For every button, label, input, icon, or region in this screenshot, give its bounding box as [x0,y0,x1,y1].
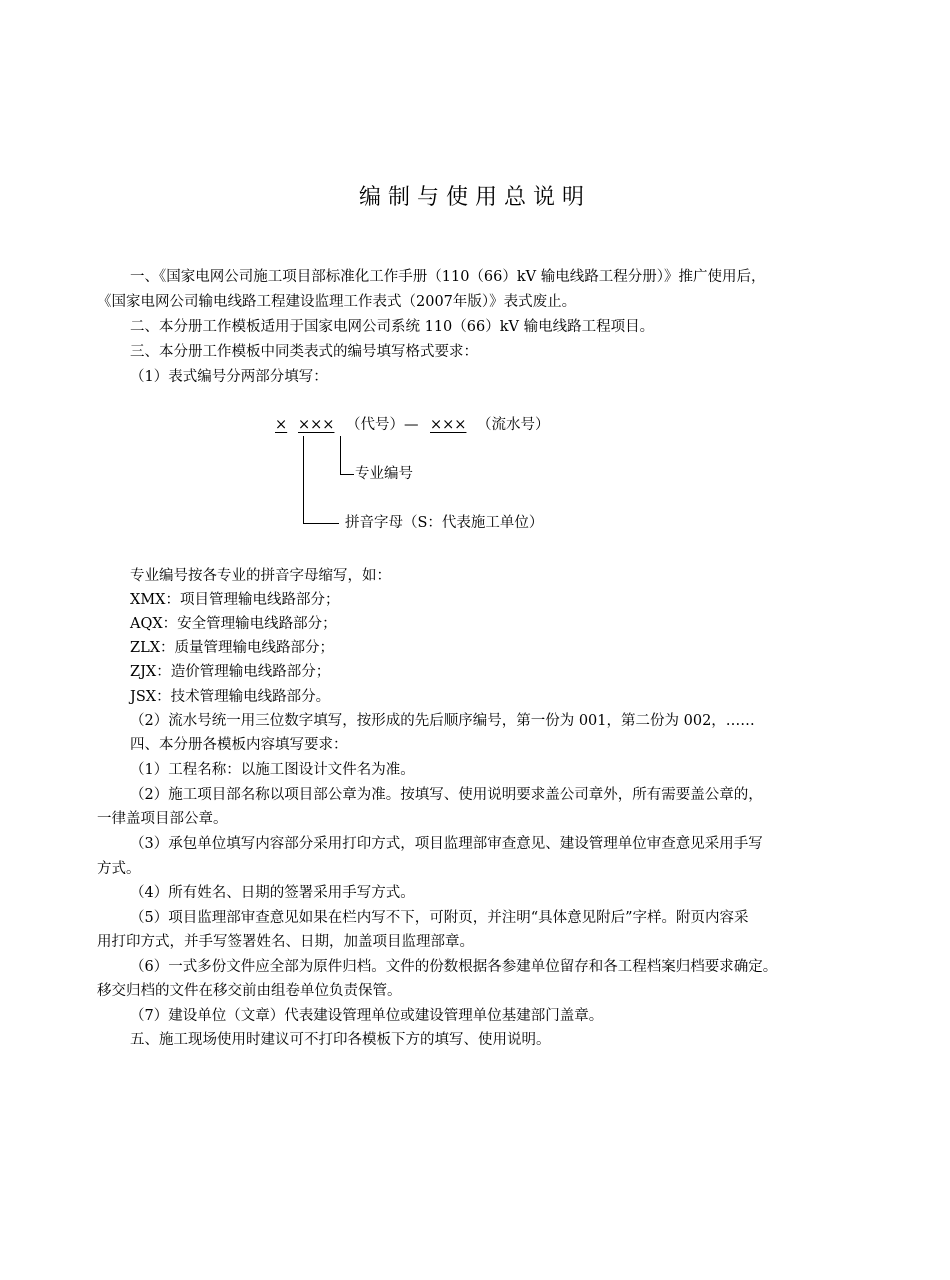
diagram-code-label: （代号）— [346,417,419,433]
connector-letter-vertical [303,436,304,523]
abbr-intro: 专业编号按各专业的拼音字母缩写，如： [130,568,391,584]
diagram-branch-letter: 拼音字母（S：代表施工单位） [345,515,544,531]
section-4-item-6-line-2: 移交归档的文件在移交前由组卷单位负责保管。 [97,983,402,999]
connector-specialty-vertical [340,436,341,474]
section-4-item-3-line-1: （3）承包单位填写内容部分采用打印方式，项目监理部审查意见、建设管理单位审查意见采用手写 [130,836,763,852]
paragraph-3-item-1: （1）表式编号分两部分填写： [130,369,328,385]
section-4-heading: 四、本分册各模板内容填写要求： [130,737,348,753]
diagram-serial-mark: ××× [430,417,467,433]
paragraph-2: 二、本分册工作模板适用于国家电网公司系统 110（66）kV 输电线路工程项目。 [130,319,655,335]
paragraph-1-line-2: 《国家电网公司输电线路工程建设监理工作表式（2007年版）》表式废止。 [97,294,577,310]
section-4-item-6-line-1: （6）一式多份文件应全部为原件归档。文件的份数根据各参建单位留存和各工程档案归档要求确定。 [130,959,778,975]
section-5: 五、施工现场使用时建议可不打印各模板下方的填写、使用说明。 [130,1032,551,1048]
section-4-item-3-line-2: 方式。 [97,861,141,877]
section-4-item-4: （4）所有姓名、日期的签署采用手写方式。 [130,885,415,901]
abbr-item: XMX：项目管理输电线路部分； [130,592,340,608]
diagram-specialty-mark: ××× [298,417,335,433]
section-4-item-7: （7）建设单位（文章）代表建设管理单位或建设管理单位基建部门盖章。 [130,1008,604,1024]
section-4-item-2-line-2: 一律盖项目部公章。 [97,811,228,827]
serial-number-rule: （2）流水号统一用三位数字填写，按形成的先后顺序编号，第一份为 001，第二份为 002，…… [130,713,755,729]
paragraph-3: 三、本分册工作模板中同类表式的编号填写格式要求： [130,344,478,360]
page-title: 编制与使用总说明 [358,185,591,210]
abbr-item: ZJX：造价管理输电线路部分； [130,664,331,680]
section-4-item-5-line-2: 用打印方式，并手写签署姓名、日期，加盖项目监理部章。 [97,934,474,950]
abbr-item: JSX：技术管理输电线路部分。 [130,689,331,705]
abbr-item: ZLX：质量管理输电线路部分； [130,640,335,656]
diagram-serial-label: （流水号） [477,417,550,433]
section-4-item-1: （1）工程名称：以施工图设计文件名为准。 [130,762,415,778]
connector-specialty-horizontal [340,474,354,475]
paragraph-1-line-1: 一、《国家电网公司施工项目部标准化工作手册（110（66）kV 输电线路工程分册）》推广使用后， [130,269,766,285]
section-4-item-5-line-1: （5）项目监理部审查意见如果在栏内写不下，可附页，并注明“具体意见附后”字样。附页内容采 [130,910,749,926]
diagram-branch-specialty: 专业编号 [355,466,413,482]
diagram-letter-mark: × [275,417,288,433]
connector-letter-horizontal [303,523,339,524]
section-4-item-2-line-1: （2）施工项目部名称以项目部公章为准。按填写、使用说明要求盖公司章外，所有需要盖公章的， [130,787,763,803]
abbr-item: AQX：安全管理输电线路部分； [130,616,337,632]
